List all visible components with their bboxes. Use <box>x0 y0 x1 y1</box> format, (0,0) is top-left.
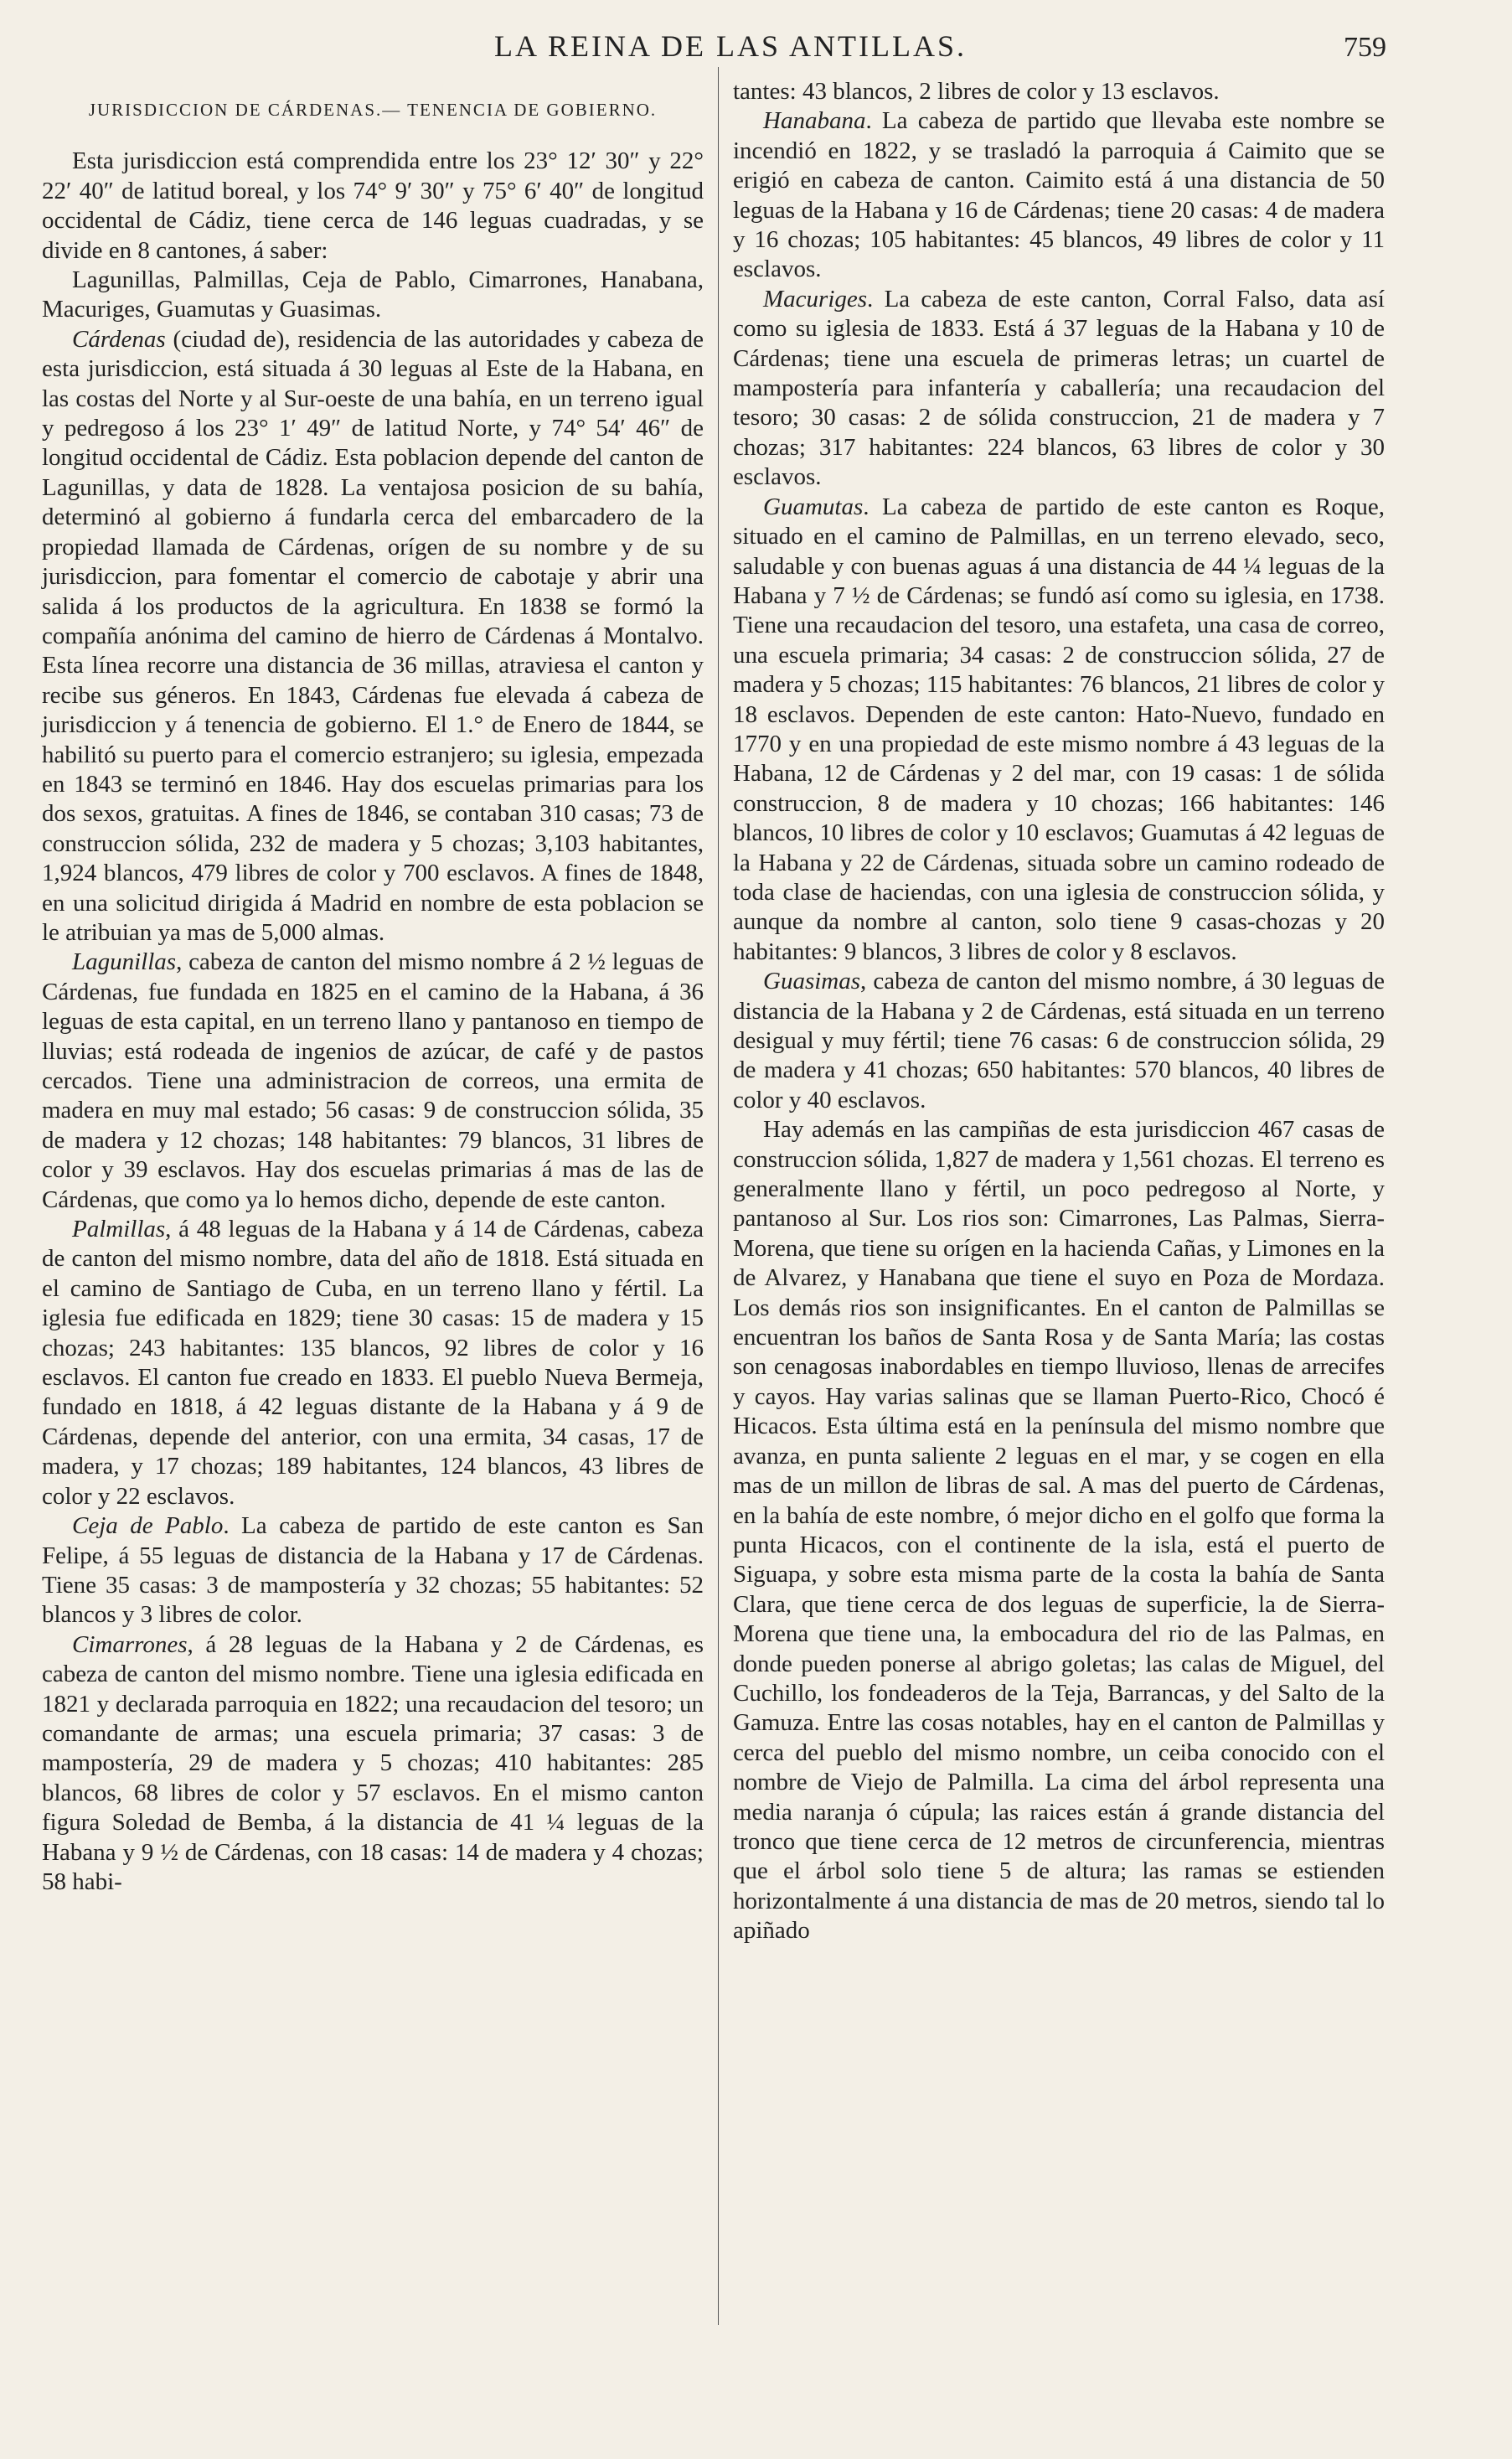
text-guamutas: . La cabeza de partido de este canton es Roque, situado en el camino de Palmillas, en un terreno elevado, seco, saludable y con buenas aguas á una distancia de 44 ¼ leguas de la Habana y 7 ½ de Cárdenas; se fundó así como su iglesia, en 1738. Tiene una recaudacion del tesoro, una estafeta, una casa de correo, una escuela primaria; 34 casas: 2 de construccion sólida, 27 de madera y 5 chozas; 115 habitantes: 76 blancos, 21 libres de color y 18 esclavos. Dependen de este canton: Hato-Nuevo, fundado en 1770 y en una propiedad de este mismo nombre á 43 leguas de la Habana, 12 de Cárdenas y 2 del mar, con 19 casas: 1 de sólida construccion, 8 de madera y 10 chozas; 166 habitantes: 146 blancos, 10 libres de color y 10 esclavos; Guamutas á 42 leguas de la Habana y 22 de Cárdenas, situada sobre un camino rodeado de toda clase de haciendas, con una iglesia de construccion sólida, y aunque da nombre al canton, solo tiene 9 casas-chozas y 20 habitantes: 9 blancos, 3 libres de color y 8 esclavos. <box>733 493 1385 965</box>
term-palmillas: Palmillas <box>72 1216 166 1243</box>
text-cimarrones: , á 28 leguas de la Habana y 2 de Cárdenas, es cabeza de canton del mismo nombre. Tiene una iglesia edificada en 1821 y declarada parroquia en 1822; una recaudacion del tesoro; un comandante de armas; una escuela primaria; 37 casas: 3 de mampostería, 29 de madera y 5 chozas; 410 habitantes: 285 blancos, 68 libres de color y 57 esclavos. En el mismo canton figura Soledad de Bemba, á la distancia de 41 ¼ leguas de la Habana y 9 ½ de Cárdenas, con 18 casas: 14 de madera y 4 chozas; 58 habi- <box>42 1630 704 1895</box>
paragraph-guamutas <box>733 493 1385 968</box>
paragraph-campinas: Hay además en las campiñas de esta jurisdiccion 467 casas de construccion sólida, 1,827 de madera y 1,561 chozas. El terreno es generalmente llano y fértil, un poco pedregoso al Norte, y pantanoso al Sur. Los rios son: Cimarrones, Las Palmas, Sierra-Morena, que tiene su orígen en la hacienda Cañas, y Limones en la de Alvarez, y Hanabana que tiene el suyo en Poza de Mordaza. Los demás rios son insignificantes. En el canton de Palmillas se encuentran los baños de Santa Rosa y de Santa María; las costas son cenagosas inabordables en tiempo lluvioso, llenas de arrecifes y cayos. Hay varias salinas que se llaman Puerto-Rico, Chocó é Hicacos. Esta última está en la península del mismo nombre que avanza, en punta saliente 2 leguas en el mar, y se cogen en ella mas de un millon de libras de sal. A mas del puerto de Cárdenas, en la bahía de este nombre, ó mejor dicho en el golfo que forma la punta Hicacos, con el continente de la isla, está el puerto de Siguapa, y sobre esta misma parte de la costa la bahía de Santa Clara, que tiene cerca de dos leguas de superficie, la de Sierra-Morena que tiene una, la embocadura del rio de las Palmas, en donde pueden ponerse al abrigo goletas; las calas de Miguel, del Cuchillo, los fondeaderos de la Teja, Barrancas, y del Salto de la Gamuza. Entre las cosas notables, hay en el canton de Palmillas y cerca del pueblo del mismo nombre, un ceiba conocido con el nombre de Viejo de Palmilla. La cima del árbol representa una media naranja ó cúpula; las raices están á grande distancia del tronco que tiene cerca de 12 metros de circunferencia, mientras que el árbol solo tiene 5 de altura; las ramas se estienden horizontalmente á una distancia de mas de 20 metros, siendo tal lo apiñado <box>733 1116 1385 1945</box>
right-column <box>733 77 1385 1946</box>
running-head: LA REINA DE LAS ANTILLAS. <box>494 29 967 63</box>
text-cardenas: (ciudad de), residencia de las autoridades y cabeza de esta jurisdiccion, está situada á 30 leguas al Este de la Habana, en las costas del Norte y al Sur-oeste de una bahía, en un terreno igual y pedregoso á los 23° 1′ 49″ de latitud Norte, y 74° 54′ 46″ de longitud occidental de Cádiz. Esta poblacion depende del canton de Lagunillas, y data de 1828. La ventajosa posicion de su bahía, determinó al gobierno á fundarla cerca del embarcadero de la propiedad llamada de Cárdenas, orígen de su nombre y de su jurisdiccion, para fomentar el comercio de cabotaje y abrir una salida á los productos de la agricultura. En 1838 se formó la compañía anónima del camino de hierro de Cárdenas á Montalvo. Esta línea recorre una distancia de 36 millas, atraviesa el canton y recibe sus géneros. En 1843, Cárdenas fue elevada á cabeza de jurisdiccion y á tenencia de gobierno. El 1.° de Enero de 1844, se habilitó su puerto para el comercio estranjero; su iglesia, empezada en 1843 se terminó en 1846. Hay dos escuelas primarias para los dos sexos, gratuitas. A fines de 1846, se contaban 310 casas; 73 de construccion sólida, 232 de madera y 5 chozas; 3,103 habitantes, 1,924 blancos, 479 libres de color y 700 esclavos. A fines de 1848, en una solicitud dirigida á Madrid en nombre de esta poblacion se le atribuian ya mas de 5,000 almas. <box>42 325 704 946</box>
section-heading: JURISDICCION DE CÁRDENAS.— TENENCIA DE GOBIERNO. <box>88 100 658 120</box>
paragraph-ceja-de-pablo <box>42 1511 704 1630</box>
term-hanabana: Hanabana <box>763 107 866 135</box>
text-ceja-de-pablo: . La cabeza de partido de este canton es San Felipe, á 55 leguas de distancia de la Habana y 17 de Cárdenas. Tiene 35 casas: 3 de mampostería y 32 chozas; 55 habitantes: 52 blancos y 3 libres de color. <box>42 1512 704 1629</box>
term-cimarrones: Cimarrones <box>72 1630 188 1658</box>
term-lagunillas: Lagunillas <box>72 948 177 976</box>
paragraph-guasimas <box>733 967 1385 1115</box>
paragraph-cantons: Lagunillas, Palmillas, Ceja de Pablo, Cimarrones, Hanabana, Macuriges, Guamutas y Guasimas. <box>42 266 704 323</box>
page-number: 759 <box>1344 32 1386 63</box>
paragraph-intro: Esta jurisdiccion está comprendida entre los 23° 12′ 30″ y 22° 22′ 40″ de latitud boreal, y los 74° 9′ 30″ y 75° 6′ 40″ de longitud occidental de Cádiz, tiene cerca de 146 leguas cuadradas, y se divide en 8 cantones, á saber: <box>42 147 704 264</box>
term-guamutas: Guamutas <box>763 493 864 520</box>
text-hanabana: . La cabeza de partido que llevaba este nombre se incendió en 1822, y se trasladó la parroquia á Caimito que se erigió en cabeza de canton. Caimito está á una distancia de 50 leguas de la Habana y 16 de Cárdenas; tiene 20 casas: 4 de madera y 16 chozas; 105 habitantes: 45 blancos, 49 libres de color y 11 esclavos. <box>733 107 1385 283</box>
paragraph-cimarrones <box>42 1630 704 1898</box>
paragraph-lagunillas <box>42 948 704 1215</box>
column-divider <box>718 67 719 2325</box>
paragraph-palmillas <box>42 1215 704 1511</box>
text-macuriges: . La cabeza de este canton, Corral Falso, data así como su iglesia de 1833. Está á 37 leguas de la Habana y 10 de Cárdenas; tiene una escuela de primeras letras; un cuartel de mampostería para infantería y caballería; una recaudacion del tesoro; 30 casas: 2 de sólida construccion, 21 de madera y 7 chozas; 317 habitantes: 224 blancos, 63 libres de color y 30 esclavos. <box>733 285 1385 491</box>
paragraph-cardenas <box>42 325 704 948</box>
term-macuriges: Macuriges <box>763 285 868 313</box>
text-palmillas: , á 48 leguas de la Habana y á 14 de Cárdenas, cabeza de canton del mismo nombre, data del año de 1818. Está situada en el camino de Santiago de Cuba, en un terreno llano y fértil. La iglesia fue edificada en 1829; tiene 30 casas: 15 de madera y 15 chozas; 243 habitantes: 135 blancos, 92 libres de color y 16 esclavos. El canton fue creado en 1833. El pueblo Nueva Bermeja, fundado en 1818, á 42 leguas distante de la Habana y á 9 de Cárdenas, depende del anterior, con una ermita, 34 casas, 17 de madera, y 17 chozas; 189 habitantes, 124 blancos, 43 libres de color y 22 esclavos. <box>42 1216 704 1510</box>
text-guasimas: , cabeza de canton del mismo nombre, á 30 leguas de distancia de la Habana y 2 de Cárdenas, está situada en un terreno desigual y muy fértil; tiene 76 casas: 6 de construccion sólida, 29 de madera y 41 chozas; 650 habitantes: 570 blancos, 40 libres de color y 40 esclavos. <box>733 968 1385 1113</box>
text-lagunillas: , cabeza de canton del mismo nombre á 2 ½ leguas de Cárdenas, fue fundada en 1825 en el camino de la Habana, á 36 leguas de esta capital, en un terreno llano y pantanoso en tiempo de lluvias; está rodeada de ingenios de azúcar, de café y de pastos cercados. Tiene una administracion de correos, una ermita de madera en muy mal estado; 56 casas: 9 de construccion sólida, 35 de madera y 12 chozas; 148 habitantes: 79 blancos, 31 libres de color y 39 esclavos. Hay dos escuelas primarias á mas de las de Cárdenas, que como ya lo hemos dicho, depende de este canton. <box>42 948 704 1213</box>
paragraph-hanabana <box>733 106 1385 284</box>
paragraph-continuation: tantes: 43 blancos, 2 libres de color y 13 esclavos. <box>733 78 1220 105</box>
term-guasimas: Guasimas <box>763 968 861 995</box>
page-header <box>0 23 1512 74</box>
term-cardenas: Cárdenas <box>72 325 166 353</box>
term-ceja-de-pablo: Ceja de Pablo <box>72 1512 224 1540</box>
left-column <box>42 77 704 1897</box>
paragraph-macuriges <box>733 285 1385 493</box>
